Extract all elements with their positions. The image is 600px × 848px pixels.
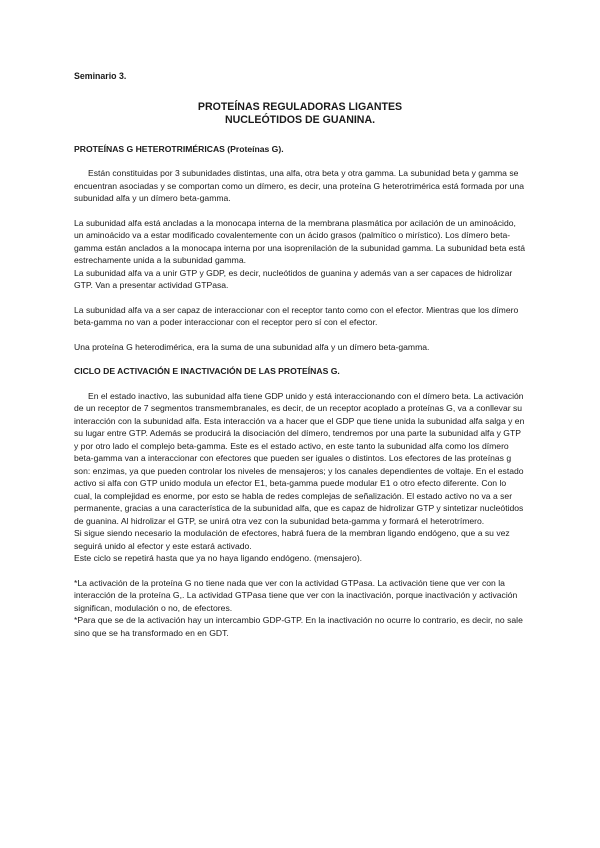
note-activation: *La activación de la proteína G no tiene nada que ver con la actividad GTPasa. La activación tiene que ver con la interacción de la proteína G,. La actividad GTPasa tiene que ver con la inactivación, porque inactivación y activación significan, modulación o no, de efectores. [74, 577, 518, 613]
paragraph-cycle: En el estado inactivo, las subunidad alfa tiene GDP unido y está interaccionando con el dímero beta. La activación de un receptor de 7 segmentos transmembranales, es decir, de un receptor acoplado a proteínas G, va a conllevar su interacción con la subunidad alfa. Esta interacción va a hacer que el GDP que tiene unida la subunidad alfa salga y en su lugar entre GTP. Además se producirá la disociación del dímero, tendremos por una parte la subunidad alfa y GTP y por otro lado el complejo beta-gamma. Este es el estado activo, en este tanto la subunidad alfa como los dímero beta-gamma van a interaccionar con efectores que pueden ser iguales o distintos. Los efectores de las proteínas g son: enzimas, ya que pueden controlar los niveles de mensajeros; y los canales dependientes de voltaje. En el estado activo si alfa con GTP unido modula un efector E1, beta-gamma puede modular E1 o otro efecto diferente. Con lo cual, la complejidad es enorme, por esto se habla de redes complejas de señalización. El estado activo no va a ser permanente, gracias a una característica de la subunidad alfa, que es capaz de hidrolizar GTP y sintetizar nucleótidos de guanina. Al hidrolizar el GTP, se unirá otra vez con la subunidad beta-gamma y formará el heterotrímero. [74, 390, 525, 526]
section-heading-proteinas-g: PROTEÍNAS G HETEROTRIMÉRICAS (Proteínas G). [74, 143, 284, 154]
title-line-1: PROTEÍNAS REGULADORAS LIGANTES [197, 100, 403, 113]
paragraph-modulation: Si sigue siendo necesario la modulación de efectores, habrá fuera de la membran ligando endógeno, que a su vez seguirá unido al efector y este estará activado. [74, 528, 510, 551]
document-title [74, 101, 526, 127]
document-page [74, 70, 526, 639]
paragraph-repeat: Este ciclo se repetirá hasta que ya no haya ligando endógeno. (mensajero). [74, 553, 363, 563]
section-heading-ciclo: CICLO DE ACTIVACIÓN E INACTIVACIÓN DE LAS PROTEÍNAS G. [74, 366, 340, 376]
paragraph-anchoring: La subunidad alfa está ancladas a la monocapa interna de la membrana plasmática por acilación de un aminoácido, un aminoácido va a estar modificado covalentemente con un ácido grasos (palmítico o mirístico). Los dímero beta-gamma están anclados a la monocapa interna por una isoprenilación de la subunidad gamma. La subunidad beta está estrechamente unida a la subunidad gamma. [74, 217, 525, 265]
paragraph-gtp-binding: La subunidad alfa va a unir GTP y GDP, es decir, nucleótidos de guanina y además van a ser capaces de hidrolizar GTP. Van a presentar actividad GTPasa. [74, 267, 513, 290]
note-exchange: *Para que se de la activación hay un intercambio GDP-GTP. En la inactivación no ocurre lo contrario, es decir, no sale sino que se ha transformado en en GDT. [74, 615, 523, 638]
paragraph-summary: Una proteína G heterodimérica, era la suma de una subunidad alfa y un dímero beta-gamma. [74, 341, 430, 352]
title-line-2: NUCLEÓTIDOS DE GUANINA. [224, 113, 376, 126]
paragraph-structure: Están constituidas por 3 subunidades distintas, una alfa, otra beta y otra gamma. La subunidad beta y gamma se encuentran asociadas y se comportan como un dímero, es decir, una proteína G heterotrimérica está formada por una subunidad alfa y un dímero beta-gamma. [74, 168, 524, 203]
paragraph-interaction: La subunidad alfa va a ser capaz de interaccionar con el receptor tanto como con el efector. Mientras que los dímero beta-gamma no van a poder interaccionar con el receptor pero sí con el efector. [74, 304, 519, 327]
seminar-label: Seminario 3. [74, 71, 127, 81]
